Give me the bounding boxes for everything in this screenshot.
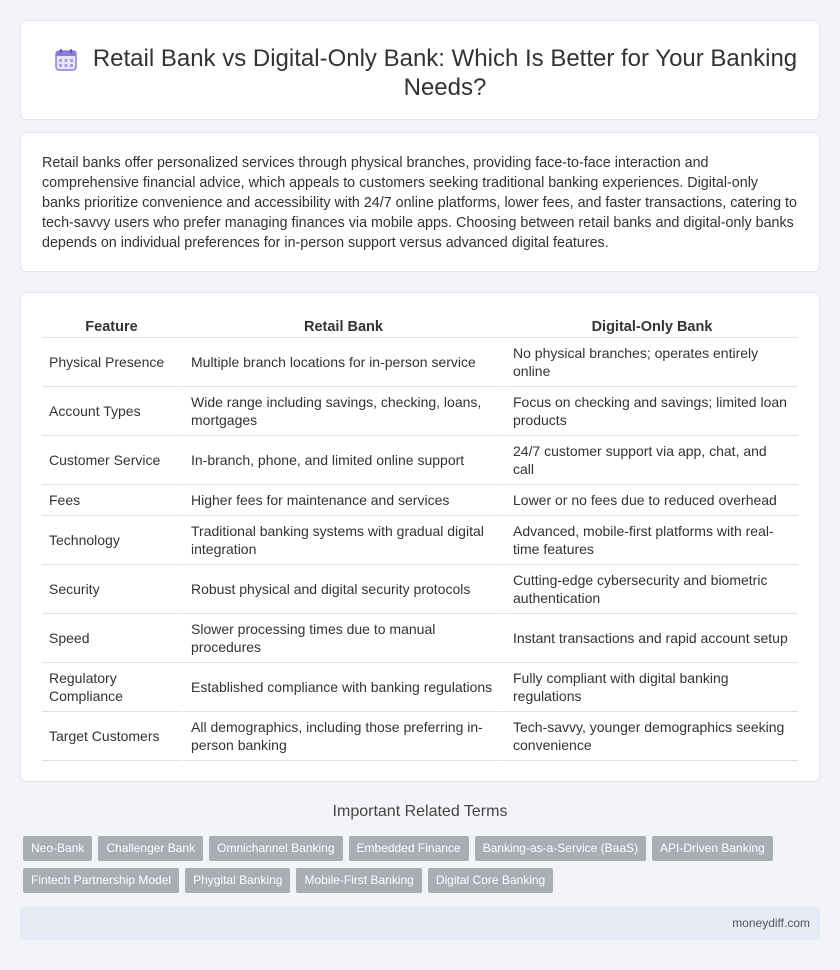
digital-cell: Cutting-edge cybersecurity and biometric authentication (503, 565, 798, 614)
table-row (42, 614, 798, 663)
retail-cell: All demographics, including those preferring in-person banking (181, 712, 503, 761)
retail-cell: Established compliance with banking regulations (181, 663, 503, 712)
page-title: Retail Bank vs Digital-Only Bank: Which Is Better for Your Banking Needs? (92, 45, 798, 101)
table-row (42, 712, 798, 761)
table-row (42, 387, 798, 436)
table-row (42, 516, 798, 565)
column-header-retail-bank: Retail Bank (181, 316, 503, 338)
retail-cell: Multiple branch locations for in-person service (181, 338, 503, 387)
tag-digital-core-banking[interactable]: Digital Core Banking (428, 868, 553, 893)
feature-cell: Technology (42, 516, 181, 565)
feature-cell: Speed (42, 614, 181, 663)
feature-cell: Account Types (42, 387, 181, 436)
related-terms-heading: Important Related Terms (332, 803, 508, 820)
digital-cell: Advanced, mobile-first platforms with real-time features (503, 516, 798, 565)
table-row (42, 565, 798, 614)
feature-cell: Regulatory Compliance (42, 663, 181, 712)
title-card (20, 20, 820, 120)
table-row (42, 436, 798, 485)
digital-cell: No physical branches; operates entirely online (503, 338, 798, 387)
digital-cell: Fully compliant with digital banking regulations (503, 663, 798, 712)
tag-mobile-first-banking[interactable]: Mobile-First Banking (296, 868, 421, 893)
feature-cell: Target Customers (42, 712, 181, 761)
table-row (42, 663, 798, 712)
tag-omnichannel-banking[interactable]: Omnichannel Banking (209, 836, 342, 861)
retail-cell: Slower processing times due to manual procedures (181, 614, 503, 663)
site-name[interactable]: moneydiff.com (732, 916, 810, 930)
retail-cell: Robust physical and digital security protocols (181, 565, 503, 614)
retail-cell: In-branch, phone, and limited online support (181, 436, 503, 485)
intro-paragraph: Retail banks offer personalized services through physical branches, providing face-to-face interaction and comprehensive financial advice, which appeals to customers seeking traditional banking experiences. Digital-only banks prioritize convenience and accessibility with 24/7 online platforms, lower fees, and faster transactions, catering to tech-savvy users who prefer managing finances via mobile apps. Choosing between retail banks and digital-only banks depends on individual preferences for in-person support versus advanced digital features. (42, 155, 797, 251)
comparison-table (42, 316, 798, 761)
table-header-row (42, 316, 798, 338)
column-header-feature: Feature (42, 316, 181, 338)
table-row (42, 338, 798, 387)
digital-cell: Lower or no fees due to reduced overhead (503, 485, 798, 516)
tag-api-driven-banking[interactable]: API-Driven Banking (652, 836, 773, 861)
tag-fintech-partnership-model[interactable]: Fintech Partnership Model (23, 868, 179, 893)
tag-phygital-banking[interactable]: Phygital Banking (185, 868, 290, 893)
retail-cell: Wide range including savings, checking, loans, mortgages (181, 387, 503, 436)
digital-cell: Focus on checking and savings; limited loan products (503, 387, 798, 436)
feature-cell: Customer Service (42, 436, 181, 485)
feature-cell: Physical Presence (42, 338, 181, 387)
tag-embedded-finance[interactable]: Embedded Finance (349, 836, 469, 861)
feature-cell: Fees (42, 485, 181, 516)
comparison-card (20, 292, 820, 782)
column-header-digital-bank: Digital-Only Bank (503, 316, 798, 338)
digital-cell: Tech-savvy, younger demographics seeking convenience (503, 712, 798, 761)
retail-cell: Higher fees for maintenance and services (181, 485, 503, 516)
digital-cell: Instant transactions and rapid account setup (503, 614, 798, 663)
table-row (42, 485, 798, 516)
footer (20, 906, 820, 940)
related-terms-list (23, 836, 783, 893)
tag-challenger-bank[interactable]: Challenger Bank (98, 836, 203, 861)
digital-cell: 24/7 customer support via app, chat, and call (503, 436, 798, 485)
calendar-icon (54, 48, 78, 72)
feature-cell: Security (42, 565, 181, 614)
tag-baas[interactable]: Banking-as-a-Service (BaaS) (475, 836, 646, 861)
retail-cell: Traditional banking systems with gradual digital integration (181, 516, 503, 565)
tag-neo-bank[interactable]: Neo-Bank (23, 836, 92, 861)
intro-card (20, 132, 820, 272)
